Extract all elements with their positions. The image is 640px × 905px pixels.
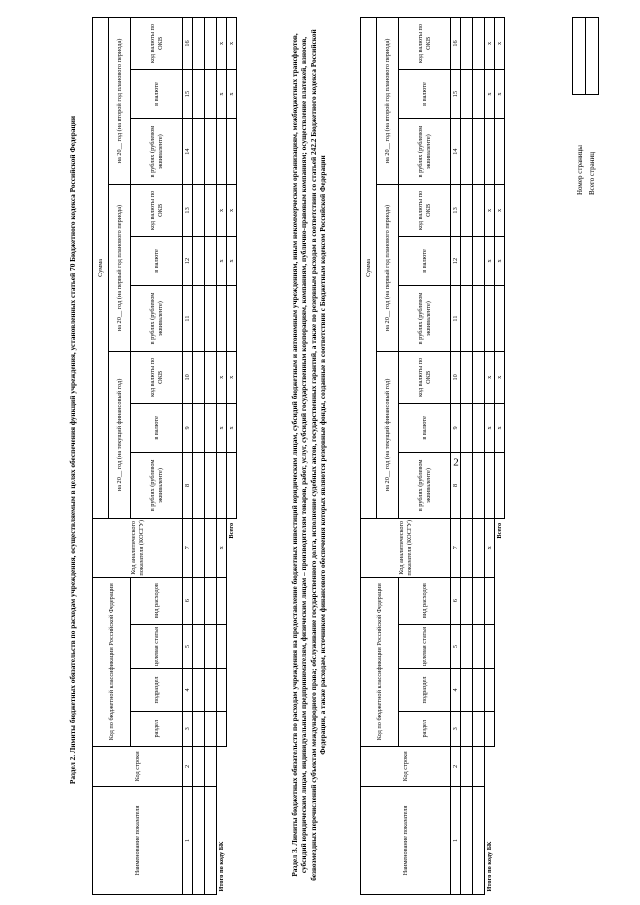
total-row <box>495 18 505 895</box>
hdr-currency-code: код валюты по ОКВ <box>131 351 183 403</box>
col-num: 14 <box>183 119 193 185</box>
x-mark: x <box>227 69 237 118</box>
col-num: 11 <box>451 286 461 352</box>
x-mark: x <box>227 18 237 70</box>
hdr-rubles: в рублях (рублевом эквиваленте) <box>399 119 451 185</box>
hdr-section: раздел <box>399 711 451 746</box>
table-row <box>473 18 485 895</box>
col-num: 3 <box>183 711 193 746</box>
x-mark: x <box>485 185 495 237</box>
table-row <box>461 18 473 895</box>
col-num: 16 <box>451 18 461 70</box>
table-row <box>205 18 217 895</box>
col-num: 14 <box>451 119 461 185</box>
col-num: 2 <box>451 746 461 786</box>
hdr-rubles: в рублях (рублевом эквиваленте) <box>131 286 183 352</box>
x-mark: x <box>217 69 227 118</box>
hdr-currency: в валюте <box>399 69 451 118</box>
hdr-currency-code: код валюты по ОКВ <box>131 185 183 237</box>
x-mark: x <box>217 236 227 285</box>
page-no-label: Номер страницы <box>576 144 584 195</box>
x-mark: x <box>495 69 505 118</box>
col-num: 13 <box>183 185 193 237</box>
hdr-bk-code: Код по бюджетной классификации Российской Федерации <box>361 577 399 746</box>
hdr-rubles: в рублях (рублевом эквиваленте) <box>399 286 451 352</box>
hdr-subsection: подраздел <box>131 669 183 711</box>
x-mark: x <box>217 403 227 452</box>
col-num: 15 <box>451 69 461 118</box>
hdr-currency-code: код валюты по ОКВ <box>131 18 183 70</box>
section3-title: Раздел 3. Лимиты бюджетных обязательств по расходам учреждения на предоставление бюджетных инвестиций юридическим лицам, субсидий бюджетным и автономным учреждениям, иным некоммерческим организациям, межбюджетных трансфертов, субсидий юридическим лицам, индивидуальным предпринимателям, физическим лицам – производителям товаров, работ, услуг, субсидий государственным корпорациям, компаниям, публично-правовым компаниям; осуществление платежей, взносов, безвозмездных перечислений субъектам международного права; обслуживание государственного долга, исполнение судебных актов, государственных гарантий, а также по резервным расходам в соответствии со статьей 242.2 Бюджетного кодекса Российской Федерации, а также расходам, источником финансового обеспечения которых являются резервные фонды, созданные в соответствии с Бюджетным кодексом Российской Федерации <box>290 29 328 881</box>
hdr-currency: в валюте <box>131 236 183 285</box>
x-mark: x <box>495 18 505 70</box>
total-bk-label: Итого по коду БК <box>485 746 495 894</box>
hdr-analytic-code: Код аналитического показателя (КОСГУ) <box>93 518 183 577</box>
total-label: Всего <box>496 522 504 539</box>
hdr-bk-code: Код по бюджетной классификации Российской Федерации <box>93 577 131 746</box>
col-num: 16 <box>183 18 193 70</box>
hdr-currency-code: код валюты по ОКВ <box>399 351 451 403</box>
hdr-currency-code: код валюты по ОКВ <box>399 185 451 237</box>
col-num: 9 <box>183 403 193 452</box>
page-number: 2 <box>453 456 459 469</box>
col-num: 15 <box>183 69 193 118</box>
page-no-box <box>572 17 586 95</box>
x-mark: x <box>495 403 505 452</box>
hdr-section: раздел <box>131 711 183 746</box>
total-bk-row <box>485 18 495 895</box>
section3-table <box>360 17 505 895</box>
hdr-target-article: целевая статья <box>399 624 451 669</box>
col-num: 4 <box>183 669 193 711</box>
hdr-row-code: Код строки <box>93 746 183 786</box>
x-mark: x <box>485 351 495 403</box>
x-mark: x <box>227 185 237 237</box>
hdr-currency: в валюте <box>399 236 451 285</box>
hdr-target-article: целевая статья <box>131 624 183 669</box>
col-num: 9 <box>451 403 461 452</box>
col-num: 1 <box>183 786 193 894</box>
col-num: 7 <box>451 518 461 577</box>
col-num: 1 <box>451 786 461 894</box>
x-mark: x <box>495 236 505 285</box>
column-number-row <box>451 18 461 895</box>
x-mark: x <box>495 185 505 237</box>
total-label: Всего <box>228 522 236 539</box>
section2-title: Раздел 2. Лимиты бюджетных обязательств по расходам учреждения, осуществляемым в целях обеспечения функций учреждения, установленных статьей 70 Бюджетного кодекса Российской Федерации <box>68 115 77 785</box>
hdr-expense-type: вид расходов <box>399 577 451 624</box>
hdr-year-second: на 20__ год (на второй год планового периода) <box>109 18 131 185</box>
hdr-indicator: Наименование показателя <box>93 786 183 894</box>
hdr-year-current: на 20__ год (на текущий финансовый год) <box>109 351 131 518</box>
col-num: 6 <box>451 577 461 624</box>
hdr-sum: Сумма <box>93 18 109 519</box>
hdr-year-current: на 20__ год (на текущий финансовый год) <box>377 351 399 518</box>
total-pages-label: Всего страниц <box>588 151 596 195</box>
total-row <box>227 18 237 895</box>
x-mark: x <box>485 518 495 577</box>
col-num: 10 <box>451 351 461 403</box>
hdr-currency: в валюте <box>131 403 183 452</box>
col-num: 12 <box>451 236 461 285</box>
section2-table <box>92 17 237 895</box>
hdr-rubles: в рублях (рублевом эквиваленте) <box>131 453 183 519</box>
x-mark: x <box>495 351 505 403</box>
col-num: 11 <box>183 286 193 352</box>
hdr-currency: в валюте <box>399 403 451 452</box>
col-num: 4 <box>451 669 461 711</box>
x-mark: x <box>217 185 227 237</box>
hdr-rubles: в рублях (рублевом эквиваленте) <box>131 119 183 185</box>
total-bk-row <box>217 18 227 895</box>
x-mark: x <box>217 518 227 577</box>
col-num: 13 <box>451 185 461 237</box>
hdr-rubles: в рублях (рублевом эквиваленте) <box>399 453 451 519</box>
x-mark: x <box>485 403 495 452</box>
hdr-year-second: на 20__ год (на второй год планового периода) <box>377 18 399 185</box>
hdr-indicator: Наименование показателя <box>361 786 451 894</box>
x-mark: x <box>217 351 227 403</box>
col-num: 5 <box>451 624 461 669</box>
hdr-subsection: подраздел <box>399 669 451 711</box>
hdr-analytic-code: Код аналитического показателя (КОСГУ) <box>361 518 451 577</box>
hdr-year-first: на 20__ год (на первый год планового периода) <box>377 185 399 352</box>
col-num: 6 <box>183 577 193 624</box>
col-num: 8 <box>183 453 193 519</box>
x-mark: x <box>485 236 495 285</box>
col-num: 12 <box>183 236 193 285</box>
column-number-row <box>183 18 193 895</box>
x-mark: x <box>227 403 237 452</box>
x-mark: x <box>217 18 227 70</box>
hdr-sum: Сумма <box>361 18 377 519</box>
col-num: 2 <box>183 746 193 786</box>
x-mark: x <box>227 351 237 403</box>
x-mark: x <box>227 236 237 285</box>
x-mark: x <box>485 69 495 118</box>
total-pages-box <box>585 17 599 95</box>
col-num: 10 <box>183 351 193 403</box>
hdr-expense-type: вид расходов <box>131 577 183 624</box>
hdr-currency-code: код валюты по ОКВ <box>399 18 451 70</box>
hdr-currency: в валюте <box>131 69 183 118</box>
table-row <box>193 18 205 895</box>
total-bk-label: Итого по коду БК <box>217 746 227 894</box>
hdr-year-first: на 20__ год (на первый год планового периода) <box>109 185 131 352</box>
col-num: 8 <box>451 453 461 519</box>
col-num: 5 <box>183 624 193 669</box>
col-num: 7 <box>183 518 193 577</box>
col-num: 3 <box>451 711 461 746</box>
hdr-row-code: Код строки <box>361 746 451 786</box>
x-mark: x <box>485 18 495 70</box>
